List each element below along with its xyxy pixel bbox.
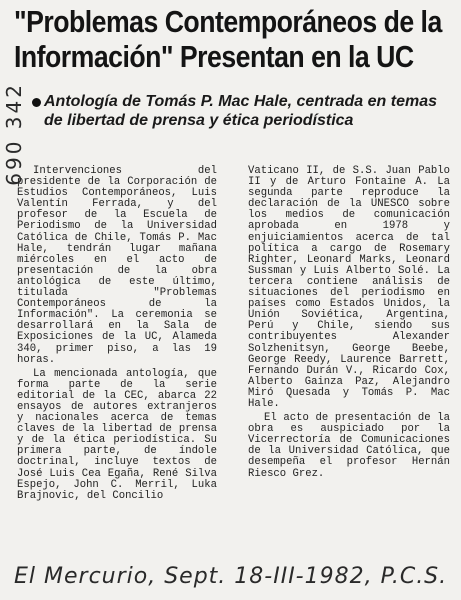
article-column-left	[17, 166, 217, 505]
article-column-right	[248, 166, 450, 483]
handwritten-margin-note: 690 342	[2, 82, 26, 186]
paragraph: La mencionada antología, que forma parte de la serie editorial de la CEC, abarca 22 ensayos de autores extranjeros y nacionales acerca de temas claves de la libertad de prensa y de la ética periodística. Su primera parte, de índole doctrinal, incluye textos de José Luis Cea Egaña, René Silva Espejo, John C. Merril, Luka Brajnovic, del Concilio	[17, 367, 217, 502]
paragraph: Vaticano II, de S.S. Juan Pablo II y de Arturo Fontaine A. La segunda parte reproduce la declaración de la UNESCO sobre los medios de comunicación aprobada en 1978 y enjuiciamientos acerca de tal política a cargo de Rosemary Righter, Leonard Marks, Leonard Sussman y Luis Alberto Solé. La tercera contiene análisis de situaciones del periodismo en países como Estados Unidos, la Unión Soviética, Argentina, Perú y Chile, siendo sus contribuyentes Alexander Solzhenitsyn, George Beebe, George Reedy, Laurence Barrett, Fernando Durán V., Ricardo Cox, Alberto Gainza Paz, Alejandro Miró Quesada y Tomás P. Mac Hale.	[248, 165, 450, 410]
handwritten-source-note: El Mercurio, Sept. 18-III-1982, P.C.S.	[14, 564, 448, 589]
bullet-icon	[32, 98, 41, 107]
subheadline: Antología de Tomás P. Mac Hale, centrada en temas de libertad de prensa y ética periodística	[44, 93, 438, 129]
paragraph: Intervenciones del presidente de la Corporación de Estudios Contemporáneos, Luis Valentín Ferrada, y del profesor de la Escuela de Periodismo de la Universidad Católica de Chile, Tomás P. Mac Hale, tendrán lugar mañana miércoles en el acto de presentación de la obra antológica de este último, titulada "Problemas Contemporáneos de la Información". La ceremonia se desarrollará en la Sala de Exposiciones de la UC, Alameda 340, primer piso, a las 19 horas.	[17, 165, 217, 366]
paragraph: El acto de presentación de la obra es auspiciado por la Vicerrectoría de Comunicaciones de la Universidad Católica, que desempeña el profesor Hernán Riesco Grez.	[248, 412, 450, 480]
headline: "Problemas Contemporáneos de la Información" Presentan en la UC	[14, 4, 442, 74]
